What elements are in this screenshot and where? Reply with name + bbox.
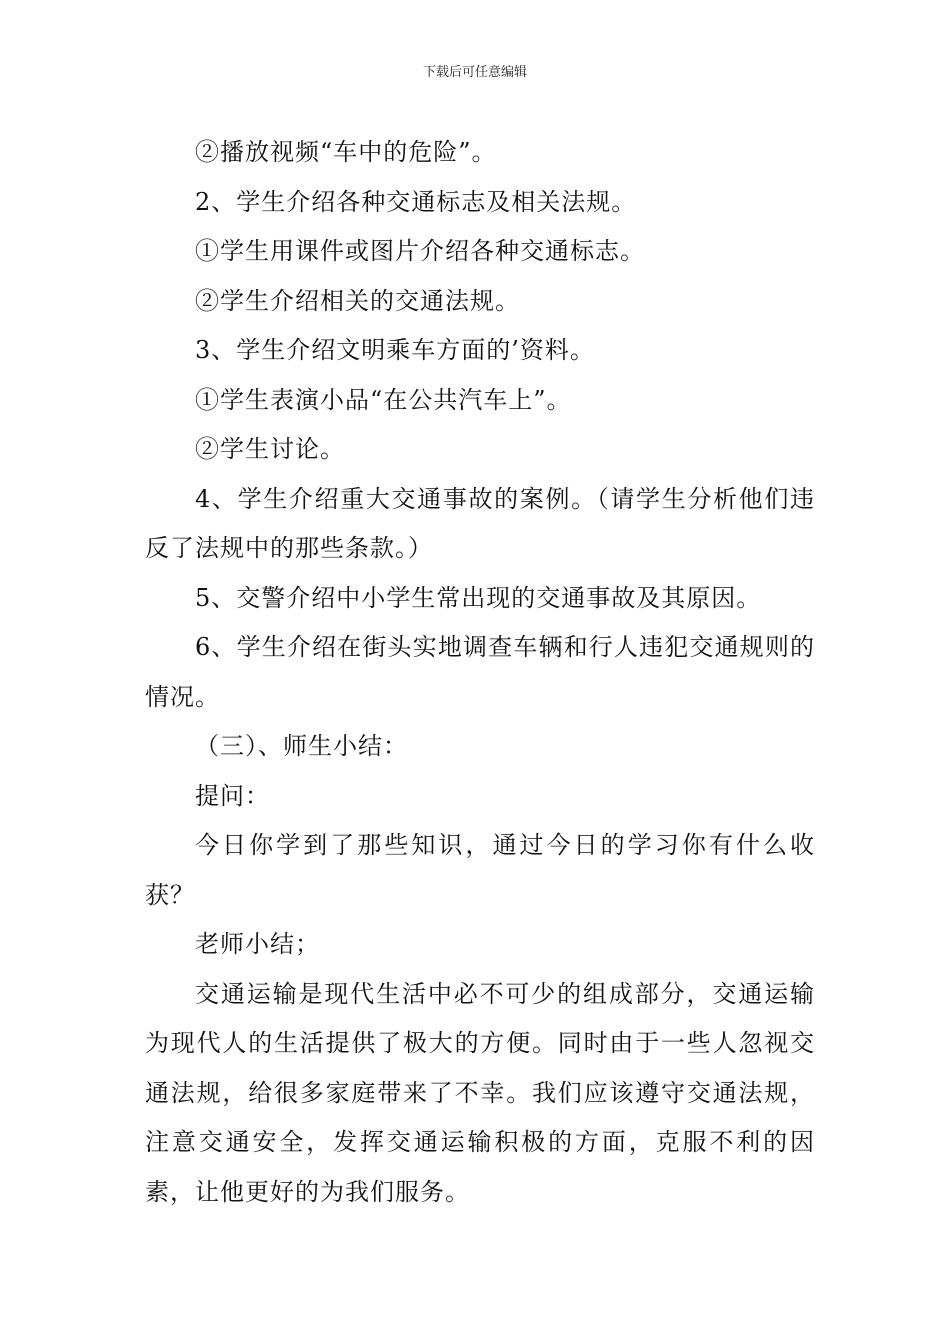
paragraph-police-intro: 5、交警介绍中小学生常出现的交通事故及其原因。 xyxy=(195,583,762,612)
paragraph-street-survey: 6、学生介绍在街头实地调查车辆和行人违犯交通规则的情况。 xyxy=(145,633,815,711)
paragraph-teacher-summary-label: 老师小结； xyxy=(195,930,320,958)
paragraph-discussion: ②学生讨论。 xyxy=(195,435,345,463)
paragraph-accident-cases: 4、学生介绍重大交通事故的案例。（请学生分析他们违反了法规中的那些条款。） xyxy=(145,484,815,562)
paragraph-question: 今日你学到了那些知识，通过今日的学习你有什么收获？ xyxy=(145,831,815,909)
section-heading-summary: （三）、师生小结： xyxy=(195,732,408,760)
paragraph-skit: ①学生表演小品“在公共汽车上”。 xyxy=(195,385,572,414)
document-body xyxy=(145,128,815,1217)
paragraph-play-video: ②播放视频“车中的危险”。 xyxy=(195,138,497,166)
paragraph-teacher-summary: 交通运输是现代生活中必不可少的组成部分，交通运输为现代人的生活提供了极大的方便。同时由于一些人忽视交通法规，给很多家庭带来了不幸。我们应该遵守交通法规，注意交通安全，发挥交通运输积极的方面，克服不利的因素，让他更好的为我们服务。 xyxy=(145,979,815,1206)
paragraph-civil-riding: 3、学生介绍文明乘车方面的’资料。 xyxy=(195,336,595,364)
paragraph-question-label: 提问： xyxy=(195,781,270,810)
paragraph-traffic-laws: ②学生介绍相关的交通法规。 xyxy=(195,286,520,315)
header-note: 下载后可任意编辑 xyxy=(422,65,527,80)
paragraph-signs-courseware: ①学生用课件或图片介绍各种交通标志。 xyxy=(195,237,645,265)
paragraph-traffic-signs: 2、学生介绍各种交通标志及相关法规。 xyxy=(195,187,637,216)
